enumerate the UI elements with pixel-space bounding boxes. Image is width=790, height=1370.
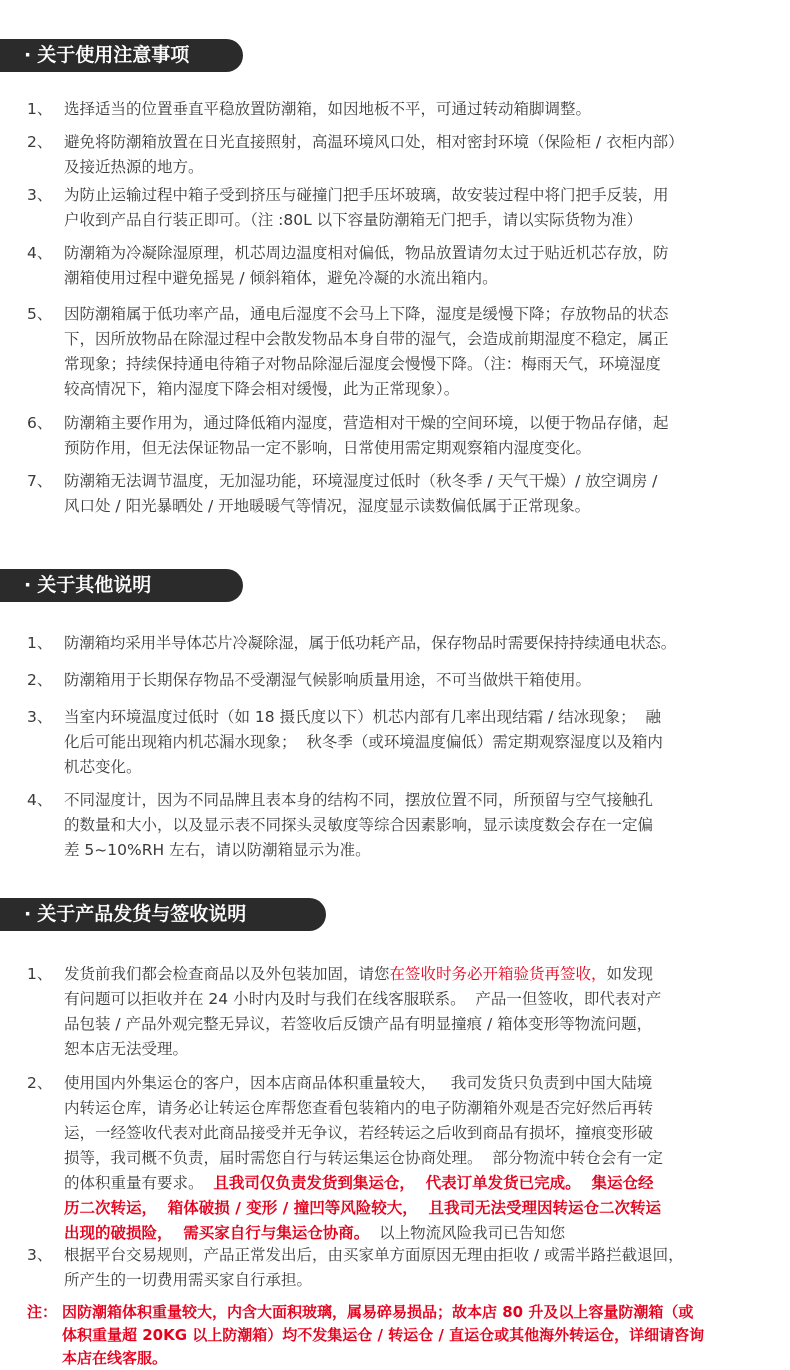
section-title: 关于产品发货与签收说明 <box>37 903 247 925</box>
highlight-text: 在签收时务必开箱验货再签收， <box>389 965 607 983</box>
section-header-usage <box>0 39 243 72</box>
section-header-other <box>0 569 243 602</box>
note-label: 注： <box>27 1303 58 1321</box>
bullet-dot-icon: · <box>24 903 32 925</box>
note-text: 因防潮箱体积重量较大，内含大面积玻璃，属易碎易损品；故本店 80 升及以上容量防潮箱（或 体积重量超 20KG 以上防潮箱）均不发集运仓 / 转运仓 / 直运仓或其他海外转运仓，详细请咨询 本店在线客服。 <box>62 1303 705 1367</box>
section-title: 关于使用注意事项 <box>37 44 190 66</box>
bullet-dot-icon: · <box>24 44 32 66</box>
section-header-shipping <box>0 898 326 931</box>
highlight-text: 且我司仅负责发货到集运仓， 代表订单发货已完成。 集运仓经 历二次转运， 箱体破损 / 变形 / 撞凹等风险较大， 且我司无法受理因转运仓二次转运 出现的破损险， 需买家自行与集运仓协商。 <box>64 1174 661 1242</box>
bullet-dot-icon: · <box>24 574 32 596</box>
section-title: 关于其他说明 <box>37 574 152 596</box>
